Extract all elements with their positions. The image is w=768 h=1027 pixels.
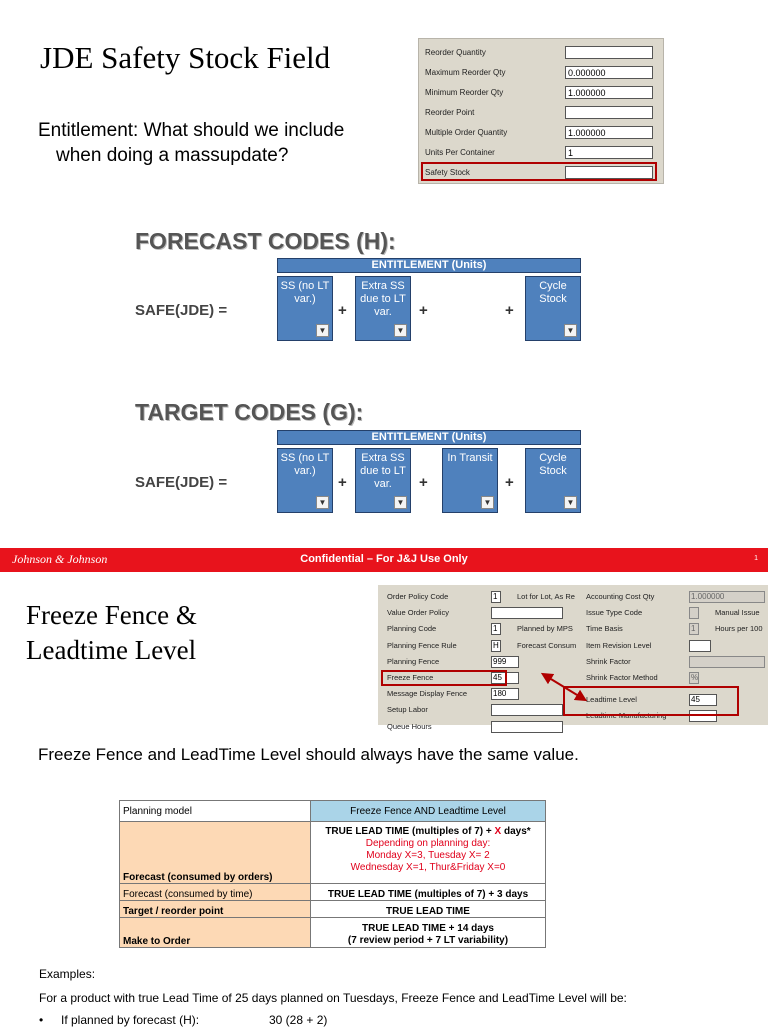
jde2-field-input[interactable]: %: [691, 673, 699, 682]
freeze-fence-table: [119, 800, 546, 948]
jde2-field-input[interactable]: 1.000000: [689, 591, 765, 603]
example-text: For a product with true Lead Time of 25 days planned on Tuesdays, Freeze Fence and LeadTime Level will be:: [39, 991, 627, 1005]
table-cell-model: Make to Order: [120, 918, 311, 948]
jde2-field-label: Message Display Fence: [387, 689, 468, 699]
table-cell-model: Forecast (consumed by time): [120, 884, 311, 901]
row1-note: Depending on planning day:: [365, 838, 491, 849]
jde-field-input[interactable]: 1: [565, 146, 653, 159]
table-header-ff-lt: Freeze Fence AND Leadtime Level: [311, 801, 546, 822]
table-cell-value: TRUE LEAD TIME: [311, 901, 546, 918]
row1-value: [314, 826, 542, 838]
jde2-field-input[interactable]: 45: [491, 672, 519, 684]
jde-field-label: Minimum Reorder Qty: [425, 88, 504, 97]
jde2-field-label: Planning Code: [387, 624, 437, 634]
jde2-field-label: Freeze Fence: [387, 673, 434, 682]
same-value-statement: Freeze Fence and LeadTime Level should always have the same value.: [38, 745, 579, 764]
bullet-icon: •: [39, 1013, 44, 1027]
forecast-cell-extra-ss-label: Extra SS due to LT var.: [360, 280, 406, 318]
jde-field-input[interactable]: [565, 46, 653, 59]
bullet-value: 30 (28 + 2): [269, 1013, 328, 1027]
jde-field-row: [419, 103, 663, 123]
jde-field-input[interactable]: 0.000000: [565, 66, 653, 79]
jde2-field-input[interactable]: 180: [491, 688, 519, 700]
jde2-field-label: Leadtime Level: [586, 695, 637, 705]
dropdown-arrow-icon[interactable]: ▼: [394, 496, 407, 509]
table-cell-model: Forecast (consumed by orders): [120, 822, 311, 884]
target-cell-ss-no-lt-label: SS (no LT var.): [280, 452, 330, 477]
safe-jde-label: SAFE(JDE) =: [135, 474, 228, 491]
jde2-field-label: Leadtime Manufacturing: [586, 711, 667, 721]
jde2-field-input[interactable]: [491, 704, 563, 716]
forecast-cell-cycle-stock-label: Cycle Stock: [539, 280, 567, 305]
target-cell-cycle-stock: [525, 448, 581, 513]
target-cell-cycle-stock-label: Cycle Stock: [539, 452, 567, 477]
target-cell-in-transit: [442, 448, 498, 513]
slide2-title-line2: Leadtime Level: [26, 635, 197, 665]
jde2-field-label: Item Revision Level: [586, 640, 652, 650]
plus-sign: +: [338, 302, 347, 319]
target-cell-extra-ss: [355, 448, 411, 513]
examples-label: Examples:: [39, 967, 96, 981]
jde2-field-note: Planned by MPS: [517, 624, 573, 634]
jde2-field-note: Hours per 100: [715, 624, 763, 634]
jde2-field-label: Setup Labor: [387, 705, 428, 715]
jde2-field-label: Value Order Policy: [387, 608, 449, 618]
jde2-field-input[interactable]: 1: [689, 623, 699, 635]
plus-sign: +: [505, 302, 514, 319]
target-cell-in-transit-label: In Transit: [447, 452, 493, 464]
dropdown-arrow-icon[interactable]: ▼: [394, 324, 407, 337]
jde-field-row: [419, 83, 663, 103]
jde2-field-input[interactable]: 1: [491, 591, 501, 603]
jde-field-row: [419, 143, 663, 163]
jde2-field-label: Time Basis: [586, 624, 623, 634]
dropdown-arrow-icon[interactable]: ▼: [564, 496, 577, 509]
jde2-field-label: Issue Type Code: [586, 608, 643, 618]
target-cell-ss-no-lt: [277, 448, 333, 513]
forecast-cell-extra-ss: [355, 276, 411, 341]
row1-note: Wednesday X=1, Thur&Friday X=0: [350, 862, 506, 873]
forecast-codes-heading: FORECAST CODES (H):: [135, 228, 396, 254]
jde2-field-input[interactable]: 45: [689, 694, 717, 706]
plus-sign: +: [419, 474, 428, 491]
jde-field-input[interactable]: 1.000000: [565, 86, 653, 99]
dropdown-arrow-icon[interactable]: ▼: [481, 496, 494, 509]
entitlement-bar: ENTITLEMENT (Units): [277, 258, 581, 273]
jnj-logo: Johnson & Johnson: [12, 552, 108, 566]
jde-field-label: Reorder Point: [425, 108, 475, 117]
row1-note: Monday X=3, Tuesday X= 2: [366, 850, 490, 861]
plus-sign: +: [419, 302, 428, 319]
jde2-field-label: Queue Hours: [387, 721, 432, 731]
row4-value-line2: (7 review period + 7 LT variability): [347, 935, 509, 946]
jde-field-label: Reorder Quantity: [425, 48, 486, 57]
jde2-field-input[interactable]: [689, 640, 711, 652]
jde-field-row: [419, 123, 663, 143]
entitlement-line1: Entitlement: What should we include: [38, 120, 345, 141]
freeze-fence-highlight: [381, 670, 507, 686]
bullet-label: If planned by forecast (H):: [61, 1013, 200, 1027]
example-bullet: [39, 1013, 328, 1027]
jde2-field-input[interactable]: [689, 656, 765, 668]
jde-field-row: [419, 43, 663, 63]
slide2-title: [26, 598, 197, 668]
jde2-field-note: Forecast Consum: [517, 640, 577, 650]
forecast-cell-cycle-stock: [525, 276, 581, 341]
slide2-title-line1: Freeze Fence &: [26, 600, 197, 630]
jde2-field-input[interactable]: [491, 721, 563, 733]
target-codes-heading: TARGET CODES (G):: [135, 399, 364, 425]
jde-field-label: Safety Stock: [425, 168, 470, 177]
row1-value-suffix: days*: [501, 826, 531, 837]
safe-jde-label: SAFE(JDE) =: [135, 302, 228, 319]
page-number: 1: [754, 555, 758, 562]
jde2-field-label: Planning Fence Rule: [387, 640, 457, 650]
jde-field-label: Units Per Container: [425, 148, 495, 157]
table-cell-value: [311, 918, 546, 948]
jde2-field-input[interactable]: H: [491, 640, 501, 652]
entitlement-bar: ENTITLEMENT (Units): [277, 430, 581, 445]
jde-field-label: Maximum Reorder Qty: [425, 68, 506, 77]
jde2-field-label: Accounting Cost Qty: [586, 592, 655, 601]
dropdown-arrow-icon[interactable]: ▼: [564, 324, 577, 337]
plus-sign: +: [505, 474, 514, 491]
jde2-field-label: Order Policy Code: [387, 592, 449, 601]
dropdown-arrow-icon[interactable]: ▼: [316, 324, 329, 337]
table-cell-model: Target / reorder point: [120, 901, 311, 918]
row4-value-line1: TRUE LEAD TIME + 14 days: [362, 923, 494, 934]
table-row: [120, 822, 546, 884]
jde-field-input[interactable]: [565, 106, 653, 119]
table-header-planning-model: Planning model: [120, 801, 311, 822]
forecast-cell-ss-no-lt: [277, 276, 333, 341]
row1-value-prefix: TRUE LEAD TIME (multiples of 7) +: [325, 826, 495, 837]
jde2-field-input[interactable]: 1: [491, 623, 501, 635]
entitlement-line2: when doing a massupdate?: [56, 145, 289, 166]
jde2-field-label: Shrink Factor: [586, 656, 631, 666]
target-cell-extra-ss-label: Extra SS due to LT var.: [360, 452, 406, 490]
jde2-field-input[interactable]: 999: [491, 656, 519, 668]
jde2-field-label: Planning Fence: [387, 656, 440, 666]
jde-field-label: Multiple Order Quantity: [425, 128, 508, 137]
safety-stock-highlight: [421, 162, 657, 181]
confidential-banner: [0, 548, 768, 572]
slide1-title: JDE Safety Stock Field: [40, 40, 331, 75]
confidential-label: Confidential – For J&J Use Only: [300, 553, 468, 565]
table-cell-value: [311, 822, 546, 884]
table-cell-value: TRUE LEAD TIME (multiples of 7) + 3 days: [311, 884, 546, 901]
plus-sign: +: [338, 474, 347, 491]
table-header-row: [120, 801, 546, 822]
forecast-cell-ss-no-lt-label: SS (no LT var.): [280, 280, 330, 305]
jde-field-row: [419, 63, 663, 83]
table-row: [120, 918, 546, 948]
row1-value-x: X: [494, 826, 502, 837]
jde2-field-note: Lot for Lot, As Re: [517, 592, 575, 601]
jde2-field-input[interactable]: [491, 607, 563, 619]
jde-field-input[interactable]: 1.000000: [565, 126, 653, 139]
jde2-field-note: Manual Issue: [715, 608, 760, 618]
entitlement-question: [38, 118, 408, 168]
jde2-field-label: Shrink Factor Method: [586, 673, 658, 682]
dropdown-arrow-icon[interactable]: ▼: [316, 496, 329, 509]
jde2-field-input[interactable]: [689, 607, 699, 619]
table-row: [120, 884, 546, 901]
table-row: [120, 901, 546, 918]
double-arrow-icon: [530, 670, 590, 704]
